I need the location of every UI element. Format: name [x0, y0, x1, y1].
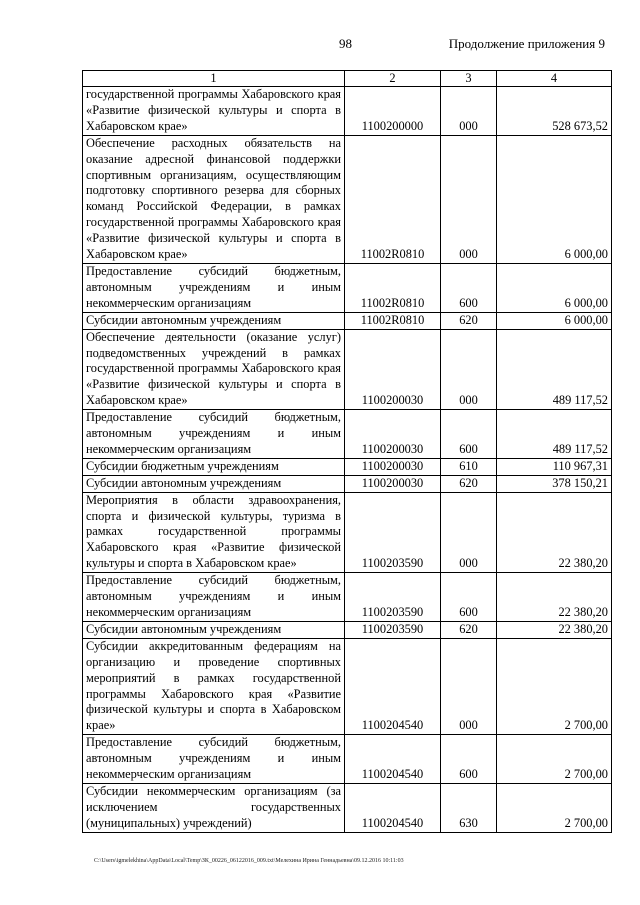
- table-row: [83, 475, 612, 492]
- table-row: [83, 458, 612, 475]
- row-name: Предоставление субсидий бюджетным, автономным учреждениям и иным некоммерческим организациям: [83, 573, 345, 622]
- row-name: Субсидии автономным учреждениям: [83, 312, 345, 329]
- row-target-code: 1100200030: [345, 329, 441, 410]
- row-amount: 22 380,20: [497, 492, 612, 573]
- column-header: 3: [441, 71, 497, 87]
- row-expense-kind: 600: [441, 735, 497, 784]
- row-target-code: 1100203590: [345, 621, 441, 638]
- row-amount: 2 700,00: [497, 735, 612, 784]
- row-amount: 6 000,00: [497, 312, 612, 329]
- table-row: [83, 410, 612, 459]
- row-name: Мероприятия в области здравоохранения, спорта и физической культуры, туризма в рамках государственной программы Хабаровского края «Развитие физической культуры и спорта в Хабаровском крае»: [83, 492, 345, 573]
- row-name: государственной программы Хабаровского края «Развитие физической культуры и спорта в Хабаровском крае»: [83, 87, 345, 136]
- column-header: 4: [497, 71, 612, 87]
- table-row: [83, 638, 612, 734]
- row-expense-kind: 000: [441, 638, 497, 734]
- table-header-row: [83, 71, 612, 87]
- row-expense-kind: 630: [441, 783, 497, 832]
- row-name: Обеспечение деятельности (оказание услуг) подведомственных учреждений в рамках государственной программы Хабаровского края «Развитие физической культуры и спорта в Хабаровском крае»: [83, 329, 345, 410]
- table-row: [83, 621, 612, 638]
- row-amount: 2 700,00: [497, 638, 612, 734]
- table-row: [83, 492, 612, 573]
- row-expense-kind: 620: [441, 312, 497, 329]
- row-name: Субсидии автономным учреждениям: [83, 475, 345, 492]
- appendix-continuation-note: Продолжение приложения 9: [448, 36, 605, 51]
- row-amount: 2 700,00: [497, 783, 612, 832]
- row-expense-kind: 000: [441, 492, 497, 573]
- page-number: 98: [339, 36, 352, 51]
- row-expense-kind: 620: [441, 475, 497, 492]
- row-amount: 110 967,31: [497, 458, 612, 475]
- row-target-code: 1100204540: [345, 783, 441, 832]
- table-row: [83, 783, 612, 832]
- row-amount: 489 117,52: [497, 329, 612, 410]
- row-expense-kind: 600: [441, 410, 497, 459]
- row-amount: 6 000,00: [497, 135, 612, 263]
- row-target-code: 1100203590: [345, 573, 441, 622]
- row-amount: 6 000,00: [497, 263, 612, 312]
- row-amount: 22 380,20: [497, 621, 612, 638]
- table-row: [83, 87, 612, 136]
- row-expense-kind: 000: [441, 87, 497, 136]
- row-name: Обеспечение расходных обязательств на оказание адресной финансовой поддержки спортивным организациям, осуществляющим подготовку спортивного резерва для сборных команд Российской Федерации, в рамках государственной программы Хабаровского края «Развитие физической культуры и спорта в Хабаровском крае»: [83, 135, 345, 263]
- row-target-code: 11002R0810: [345, 135, 441, 263]
- row-target-code: 11002R0810: [345, 312, 441, 329]
- row-amount: 489 117,52: [497, 410, 612, 459]
- budget-table: [82, 70, 612, 833]
- row-target-code: 11002R0810: [345, 263, 441, 312]
- row-name: Субсидии бюджетным учреждениям: [83, 458, 345, 475]
- row-target-code: 1100200030: [345, 475, 441, 492]
- row-expense-kind: 000: [441, 135, 497, 263]
- table-row: [83, 263, 612, 312]
- row-amount: 22 380,20: [497, 573, 612, 622]
- column-header: 1: [83, 71, 345, 87]
- table-row: [83, 312, 612, 329]
- row-name: Предоставление субсидий бюджетным, автономным учреждениям и иным некоммерческим организациям: [83, 263, 345, 312]
- table-row: [83, 329, 612, 410]
- row-name: Субсидии некоммерческим организациям (за исключением государственных (муниципальных) учреждений): [83, 783, 345, 832]
- row-expense-kind: 610: [441, 458, 497, 475]
- row-name: Предоставление субсидий бюджетным, автономным учреждениям и иным некоммерческим организациям: [83, 735, 345, 784]
- table-row: [83, 735, 612, 784]
- row-target-code: 1100204540: [345, 638, 441, 734]
- row-name: Предоставление субсидий бюджетным, автономным учреждениям и иным некоммерческим организациям: [83, 410, 345, 459]
- table-row: [83, 573, 612, 622]
- row-expense-kind: 600: [441, 573, 497, 622]
- table-body: [83, 87, 612, 833]
- row-target-code: 1100200030: [345, 458, 441, 475]
- table-row: [83, 135, 612, 263]
- row-name: Субсидии аккредитованным федерациям на организацию и проведение спортивных мероприятий в рамках государственной программы Хабаровского края «Развитие физической культуры и спорта в Хабаровском крае»: [83, 638, 345, 734]
- row-name: Субсидии автономным учреждениям: [83, 621, 345, 638]
- row-amount: 528 673,52: [497, 87, 612, 136]
- row-target-code: 1100203590: [345, 492, 441, 573]
- row-target-code: 1100204540: [345, 735, 441, 784]
- row-expense-kind: 620: [441, 621, 497, 638]
- row-target-code: 1100200030: [345, 410, 441, 459]
- row-expense-kind: 600: [441, 263, 497, 312]
- row-expense-kind: 000: [441, 329, 497, 410]
- row-amount: 378 150,21: [497, 475, 612, 492]
- row-target-code: 1100200000: [345, 87, 441, 136]
- file-path-footer: C:\Users\igmelekhina\AppData\Local\Temp\ЗК_00226_06122016_009.txt\Мелехина Ирина Геннадьевна\09.12.2016 10:11:03: [94, 858, 404, 864]
- column-header: 2: [345, 71, 441, 87]
